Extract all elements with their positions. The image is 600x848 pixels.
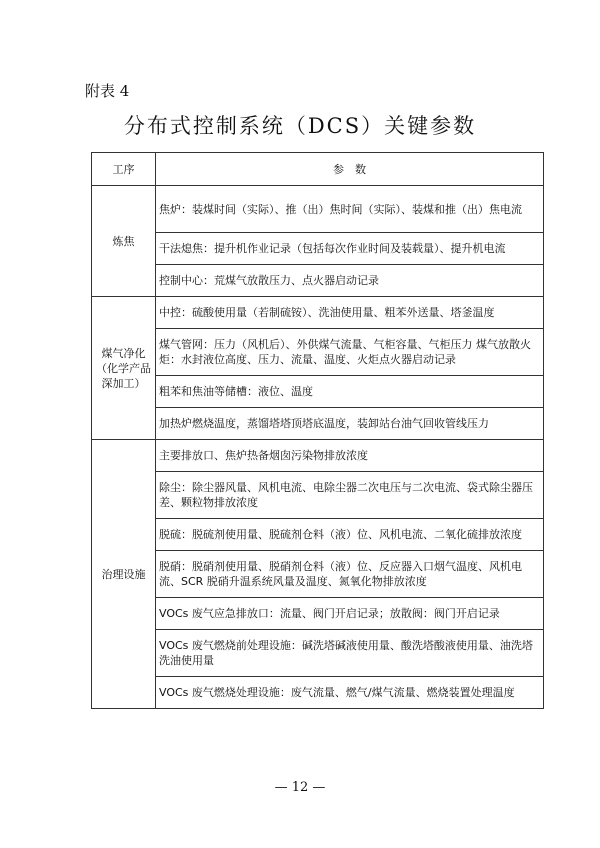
appendix-label: 附表 4	[85, 82, 130, 100]
param-cell: 加热炉燃烧温度，蒸馏塔塔顶塔底温度，装卸站台油气回收管线压力	[156, 408, 544, 440]
dcs-parameters-table	[91, 152, 544, 709]
param-cell: VOCs 废气燃烧处理设施：废气流量、燃气/煤气流量、燃烧装置处理温度	[156, 677, 544, 709]
param-cell: 除尘：除尘器风量、风机电流、电除尘器二次电压与二次电流、袋式除尘器压差、颗粒物排放浓度	[156, 472, 544, 519]
table-row	[92, 598, 544, 630]
table-row	[92, 376, 544, 408]
table-row	[92, 630, 544, 677]
process-coking: 炼焦	[92, 186, 156, 297]
table-row	[92, 472, 544, 519]
header-process: 工序	[92, 153, 156, 186]
param-cell: 干法熄焦：提升机作业记录（包括每次作业时间及装载量）、提升机电流	[156, 233, 544, 265]
param-cell: 中控：硫酸使用量（若制硫铵）、洗油使用量、粗苯外送量、塔釜温度	[156, 297, 544, 329]
param-cell: 脱硝：脱硝剂使用量、脱硝剂仓料（液）位、反应器入口烟气温度、风机电流、SCR 脱硝升温系统风量及温度、氮氧化物排放浓度	[156, 551, 544, 598]
param-cell: VOCs 废气燃烧前处理设施：碱洗塔碱液使用量、酸洗塔酸液使用量、油洗塔洗油使用量	[156, 630, 544, 677]
param-cell: 煤气管网：压力（风机后）、外供煤气流量、气柜容量、气柜压力 煤气放散火炬：水封液位高度、压力、流量、温度、火炬点火器启动记录	[156, 329, 544, 376]
param-cell: 焦炉：装煤时间（实际）、推（出）焦时间（实际）、装煤和推（出）焦电流	[156, 186, 544, 233]
page-title: 分布式控制系统（DCS）关键参数	[123, 114, 477, 138]
table-row	[92, 551, 544, 598]
table-row	[92, 440, 544, 472]
process-treatment-facilities: 治理设施	[92, 440, 156, 709]
param-cell: 粗苯和焦油等储槽：液位、温度	[156, 376, 544, 408]
table-row	[92, 408, 544, 440]
table-header-row	[92, 153, 544, 186]
table-row	[92, 265, 544, 297]
process-gas-purification: 煤气净化（化学产品深加工）	[92, 297, 156, 440]
table-row	[92, 329, 544, 376]
page-number: — 12 —	[274, 780, 326, 795]
param-cell: 主要排放口、焦炉热备烟囱污染物排放浓度	[156, 440, 544, 472]
param-cell: VOCs 废气应急排放口：流量、阀门开启记录；放散阀：阀门开启记录	[156, 598, 544, 630]
table-row	[92, 233, 544, 265]
table-row	[92, 519, 544, 551]
table-row	[92, 297, 544, 329]
table-row	[92, 677, 544, 709]
table-row	[92, 186, 544, 233]
param-cell: 控制中心：荒煤气放散压力、点火器启动记录	[156, 265, 544, 297]
header-params: 参 数	[156, 153, 544, 186]
param-cell: 脱硫：脱硫剂使用量、脱硫剂仓料（液）位、风机电流、二氧化硫排放浓度	[156, 519, 544, 551]
